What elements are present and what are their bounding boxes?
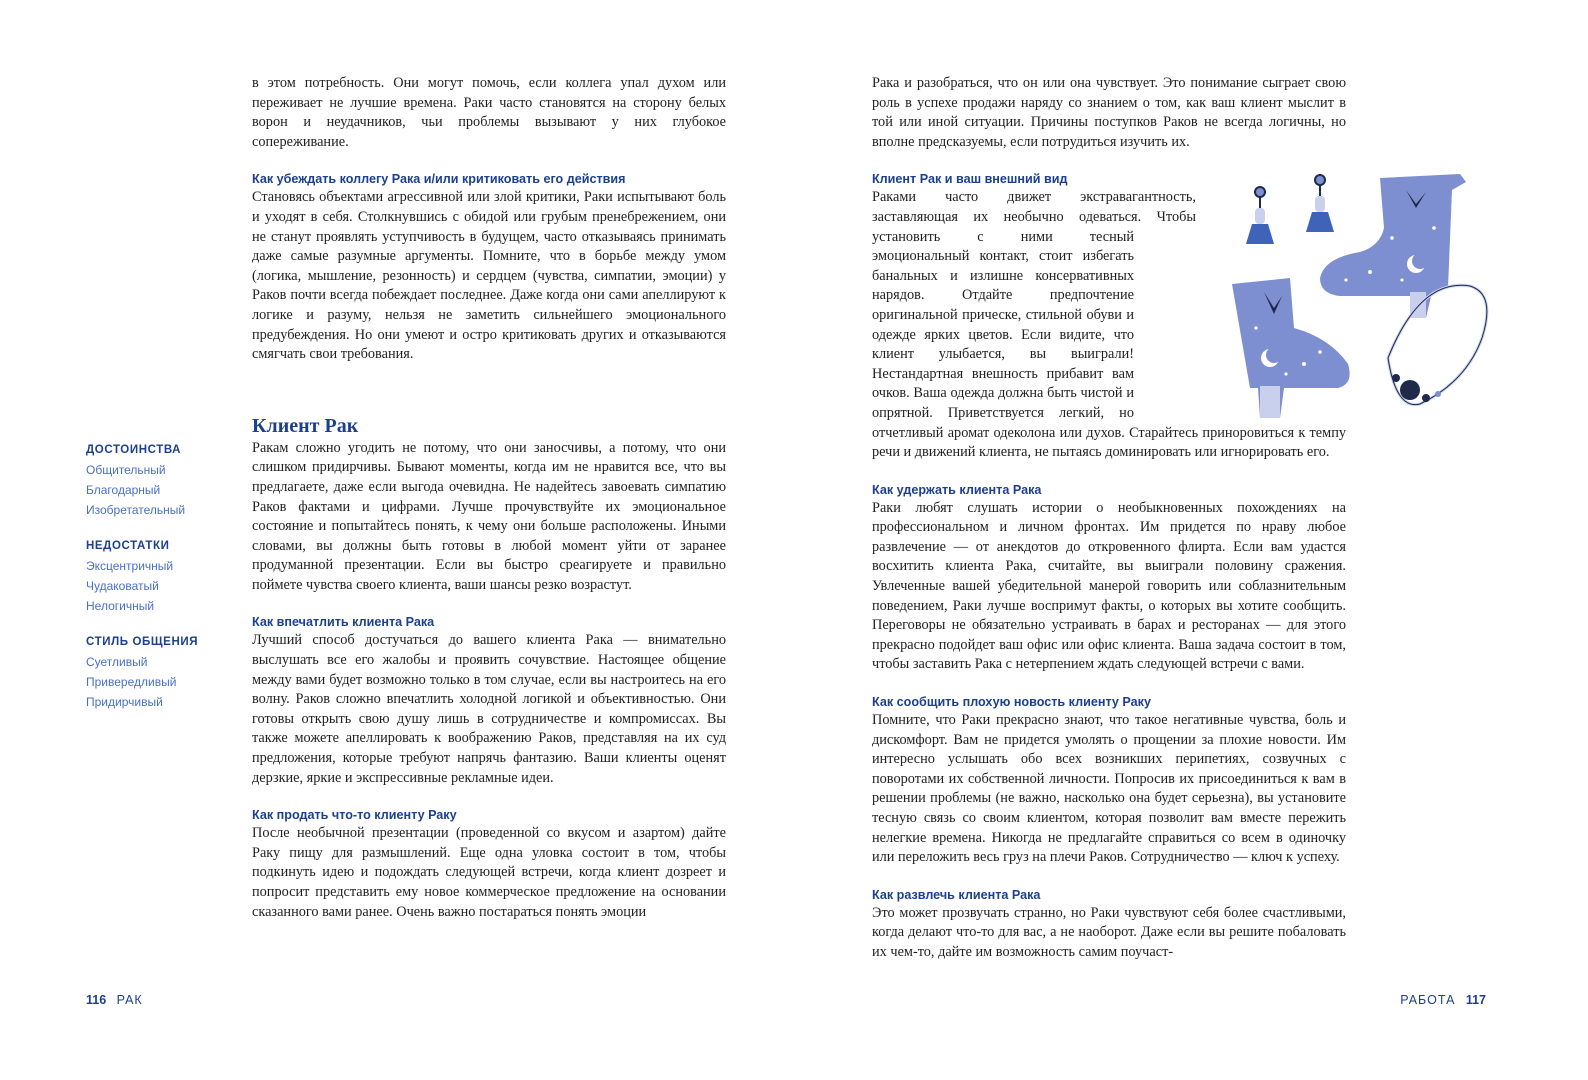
section-heading-impress: Как впечатлить клиента Рака xyxy=(252,615,435,630)
page-section: РАБОТА xyxy=(1400,993,1456,1007)
section-heading-keep: Как удержать клиента Рака xyxy=(872,482,1042,497)
style-item: Суетливый xyxy=(86,655,148,669)
section-text-entertain: Это может прозвучать странно, но Раки чувствуют себя более счастливыми, когда делают что-то для вас, а не наоборот. Даже если вы решите побаловать их чем-то, дайте им возможность самим поучаст- xyxy=(872,904,1346,960)
page-number: 116 xyxy=(86,993,107,1007)
section-heading-bad-news: Как сообщить плохую новость клиенту Раку xyxy=(872,695,1151,710)
weakness-item: Чудаковатый xyxy=(86,579,159,593)
weakness-item: Эксцентричный xyxy=(86,559,174,573)
client-title: Клиент Рак xyxy=(252,414,359,437)
weaknesses-group xyxy=(86,536,236,616)
page-number: 117 xyxy=(1465,993,1486,1007)
section-heading-appearance: Клиент Рак и ваш внешний вид xyxy=(872,172,1068,187)
section-text-appearance: Раками часто движет экстравагантность, заставляющая их необычно одеваться. Чтобы установить с ними тесный эмоциональный контакт, стоит избегать банальных и излишне консервативных нарядов. Отдайте предпочтение оригинальной прическе, стильной обуви и одежде ярких цветов. Если видите, что клиент улыбается, вы выиграли! Нестандартная внешность прибавит вам очков. Ваша одежда должна быть чистой и опрятной. Приветствуется легкий, но отчетливый аромат одеколона или духов. Старайтесь приноровиться к темпу речи и движений клиента, не пытаясь доминировать или игнорировать его. xyxy=(872,189,1346,461)
weaknesses-title: НЕДОСТАТКИ xyxy=(86,540,170,552)
section-text-impress: Лучший способ достучаться до вашего клиента Рака — внимательно выслушать все его жалобы и проявить сочувствие. Настоящее общение между вами будет возможно только в том случае, если вы настроитесь на его волну. Раков сложно впечатлить холодной логикой и объективностью. Они готовы открыть свою душу лишь в сотрудничестве и компромиссах. Вы также можете апеллировать к воображению Раков, представляя на их суд предложения, которые требуют напрячь фантазию. Ваши клиенты оценят дерзкие, яркие и экспрессивные рекламные идеи. xyxy=(252,632,726,786)
section-text-keep: Раки любят слушать истории о необыкновенных похождениях на профессиональном и личном фронтах. Им придется по нраву любое развлечение — от анекдотов до откровенного флирта. Если вам удастся восхитить клиента Рака, считайте, вы выиграли половину сражения. Увлеченные вашей убедительной манерой говорить или соблазнительным поведением, Раки лучше воспримут факты, о которых вы хотите сообщить. Переговоры не обязательно устраивать в барах и ресторанах — для этого прекрасно подойдет ваш офис или офис клиента. Ваша задача состоит в том, чтобы заставить Рака с нетерпением ждать следующей встречи с вами. xyxy=(872,499,1346,673)
section-heading-entertain: Как развлечь клиента Рака xyxy=(872,887,1041,902)
page-section: РАК xyxy=(116,993,143,1007)
strength-item: Благодарный xyxy=(86,483,161,497)
left-main-column xyxy=(252,74,726,922)
section-text-bad-news: Помните, что Раки прекрасно знают, что такое негативные чувства, боль и дискомфорт. Вам не придется умолять о прощении за плохие новости. Им интересно услышать обо всех возникших перипетиях, созвучных с поворотами их собственной личности. Попросив их присоединиться к вам в решении проблемы (не важно, насколько она будет серьезна), вы установите тесную связь со своим клиентом, которая позволит вам вместе пережить нелегкие времена. Никогда не предлагайте справиться со всем в одиночку или переложить весь груз на плечи Раков. Сотрудничество — ключ к успеху. xyxy=(872,712,1346,866)
intro-paragraph: в этом потребность. Они могут помочь, если коллега упал духом или переживает не лучшие времена. Раки часто становятся на сторону белых ворон и неудачников, чьи проблемы вызывают у них глубокое сопереживание. xyxy=(252,75,726,150)
style-title: СТИЛЬ ОБЩЕНИЯ xyxy=(86,636,199,648)
section-text-convince: Становясь объектами агрессивной или злой критики, Раки испытывают боль и уходят в себя. Столкнувшись с обидой или грубым пренебрежением, они не станут проявлять уступчивость в будущем, часто отказываясь принимать даже самые разумные аргументы. Помните, что в борьбе между умом (логика, мышление, резонность) и сердцем (чувства, симпатии, эмоции) у Раков почти всегда побеждает последнее. Даже когда они сами апеллируют к логике и разуму, нельзя не заметить сильнейшего эмоционального предубеждения. Но они умеют и остро критиковать других и отказываются смягчать свои требования. xyxy=(252,189,726,363)
style-group xyxy=(86,632,236,712)
boot-icon xyxy=(1232,278,1350,418)
page-folio-right xyxy=(1400,993,1486,1007)
necklace-icon xyxy=(1388,285,1487,404)
strength-item: Изобретательный xyxy=(86,503,186,517)
intro-paragraph: Рака и разобраться, что он или она чувствует. Это понимание сыграет свою роль в успехе продажи наряду со знанием о том, как ваш клиент мыслит в той или иной ситуации. Причины поступков Раков не всегда логичны, но вполне предсказуемы, если потрудиться изучить их. xyxy=(872,75,1346,150)
strengths-group xyxy=(86,440,236,520)
client-intro: Ракам сложно угодить не потому, что они заносчивы, а потому, что они слишком придирчивы. Бывают моменты, когда им не нравится все, что вы предлагаете, даже если выгода очевидна. Не надейтесь завоевать симпатию Раков фактами и цифрами. Лучше прочувствуйте их эмоциональное состояние и попытайтесь понять, к чему они больше расположены. Иными словами, вы должны быть готовы в любой момент уйти от заранее продуманной презентации. Если вы быстро среагируете и правильно поймете чувства своего клиента, ваши шансы резко возрастут. xyxy=(252,439,726,593)
weakness-item: Нелогичный xyxy=(86,599,155,613)
section-heading-convince: Как убеждать коллегу Рака и/или критиковать его действия xyxy=(252,172,626,187)
strength-item: Общительный xyxy=(86,463,166,477)
traits-sidebar xyxy=(86,440,236,728)
earrings-icon xyxy=(1246,175,1334,244)
section-heading-sell: Как продать что-то клиенту Раку xyxy=(252,808,457,823)
strengths-title: ДОСТОИНСТВА xyxy=(86,444,182,456)
style-item: Привередливый xyxy=(86,675,177,689)
section-text-sell: После необычной презентации (проведенной со вкусом и азартом) дайте Раку пищу для размышлений. Еще одна уловка состоит в том, чтобы подкинуть идею и подождать следующей встречи, когда клиент дозреет и попросит представить ему новое коммерческое предложение на основании сказанного вами ранее. Очень важно постараться понять эмоции xyxy=(252,825,726,920)
fashion-illustration xyxy=(1220,168,1500,438)
style-item: Придирчивый xyxy=(86,695,163,709)
right-page xyxy=(794,0,1588,1080)
boot-icon xyxy=(1320,174,1466,318)
page-folio-left xyxy=(86,993,143,1007)
